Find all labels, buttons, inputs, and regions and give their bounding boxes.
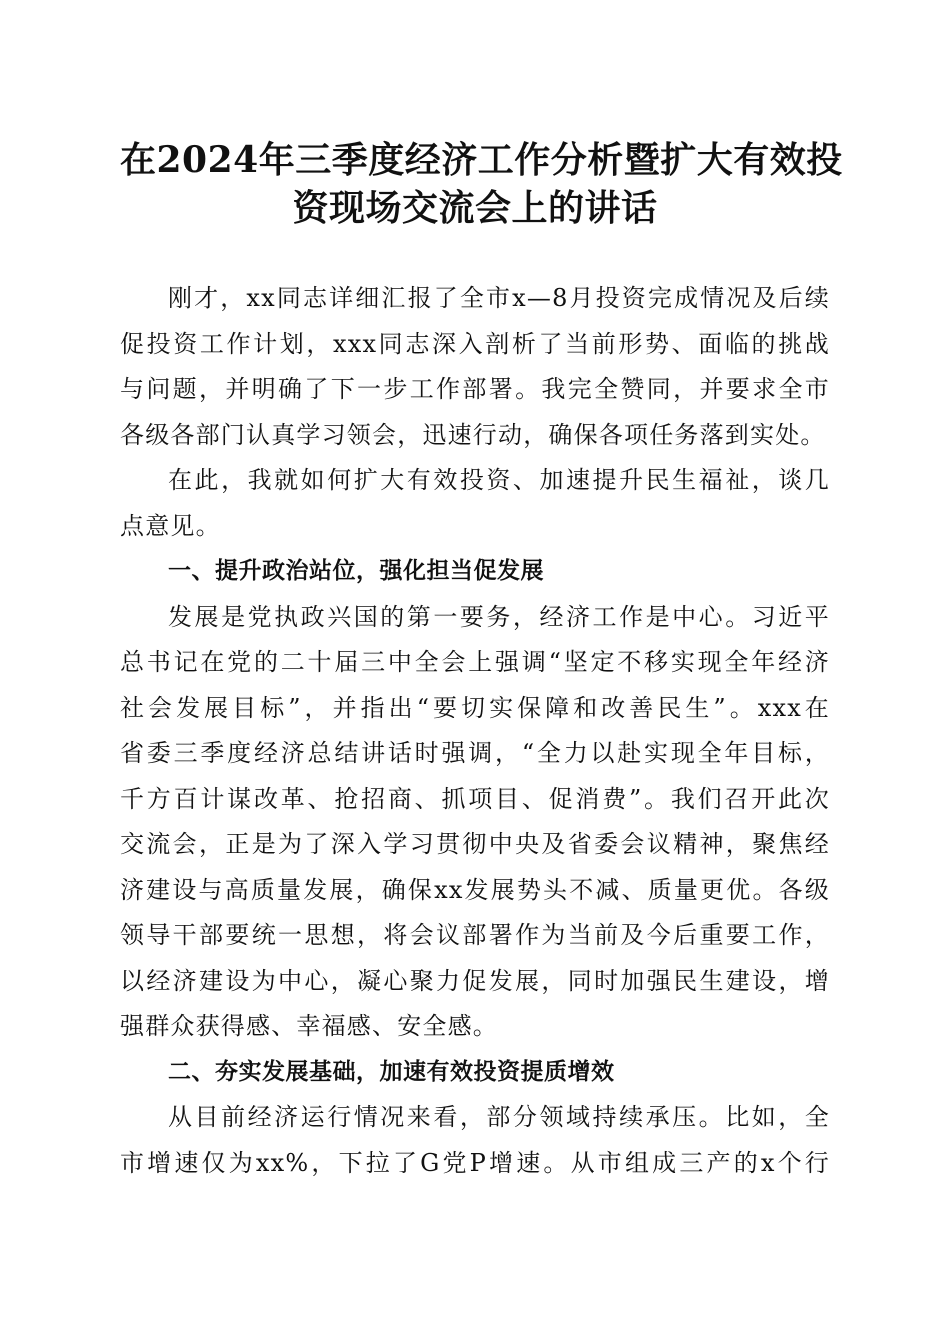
paragraph-line: 千方百计谋改革、抢招商、抓项目、促消费”。我们召开此次 — [120, 784, 830, 813]
paragraph-line: 点意见。 — [120, 511, 221, 540]
section-heading — [120, 1050, 830, 1096]
paragraph-line: 强群众获得感、幸福感、安全感。 — [120, 1012, 498, 1040]
document-body — [120, 276, 830, 1186]
paragraph-line: 从目前经济运行情况来看，部分领域持续承压。比如，全 — [168, 1103, 830, 1131]
paragraph-line: 济建设与高质量发展，确保xx发展势头不减、质量更优。各级 — [120, 875, 830, 904]
section-heading-text: 一、提升政治站位，强化担当促发展 — [168, 558, 544, 584]
paragraph — [120, 1095, 830, 1186]
paragraph-line: 总书记在党的二十届三中全会上强调“坚定不移实现全年经济 — [120, 648, 830, 676]
paragraph-line: 交流会，正是为了深入学习贯彻中央及省委会议精神，聚焦经 — [120, 830, 830, 858]
section-heading-text: 二、夯实发展基础，加速有效投资提质增效 — [168, 1058, 615, 1085]
paragraph-line: 在此，我就如何扩大有效投资、加速提升民生福祉，谈几 — [168, 466, 830, 494]
paragraph-line: 领导干部要统一思想，将会议部署作为当前及今后重要工作， — [120, 921, 830, 949]
paragraph-line: 刚才，xx同志详细汇报了全市x—8月投资完成情况及后续 — [168, 284, 830, 312]
document-title — [120, 136, 843, 232]
paragraph-line: 以经济建设为中心，凝心聚力促发展，同时加强民生建设，增 — [120, 966, 830, 995]
paragraph — [120, 276, 830, 458]
paragraph-line: 各级各部门认真学习领会，迅速行动，确保各项任务落到实处。 — [120, 420, 826, 449]
paragraph-line: 促投资工作计划，xxx同志深入剖析了当前形势、面临的挑战 — [120, 329, 830, 358]
title-line: 在2024年三季度经济工作分析暨扩大有效投 — [120, 139, 843, 181]
paragraph-line: 省委三季度经济总结讲话时强调，“全力以赴实现全年目标， — [120, 739, 830, 767]
paragraph-line: 社会发展目标”，并指出“要切实保障和改善民生”。xxx在 — [120, 693, 830, 722]
paragraph — [120, 458, 830, 549]
paragraph-line: 与问题，并明确了下一步工作部署。我完全赞同，并要求全市 — [120, 375, 830, 403]
section-heading — [120, 549, 830, 595]
paragraph-line: 发展是党执政兴国的第一要务，经济工作是中心。习近平 — [168, 602, 830, 631]
paragraph-line: 市增速仅为xx%，下拉了G党P增速。从市组成三产的x个行 — [120, 1148, 830, 1177]
paragraph — [120, 595, 830, 1050]
title-line: 资现场交流会上的讲话 — [292, 187, 658, 229]
